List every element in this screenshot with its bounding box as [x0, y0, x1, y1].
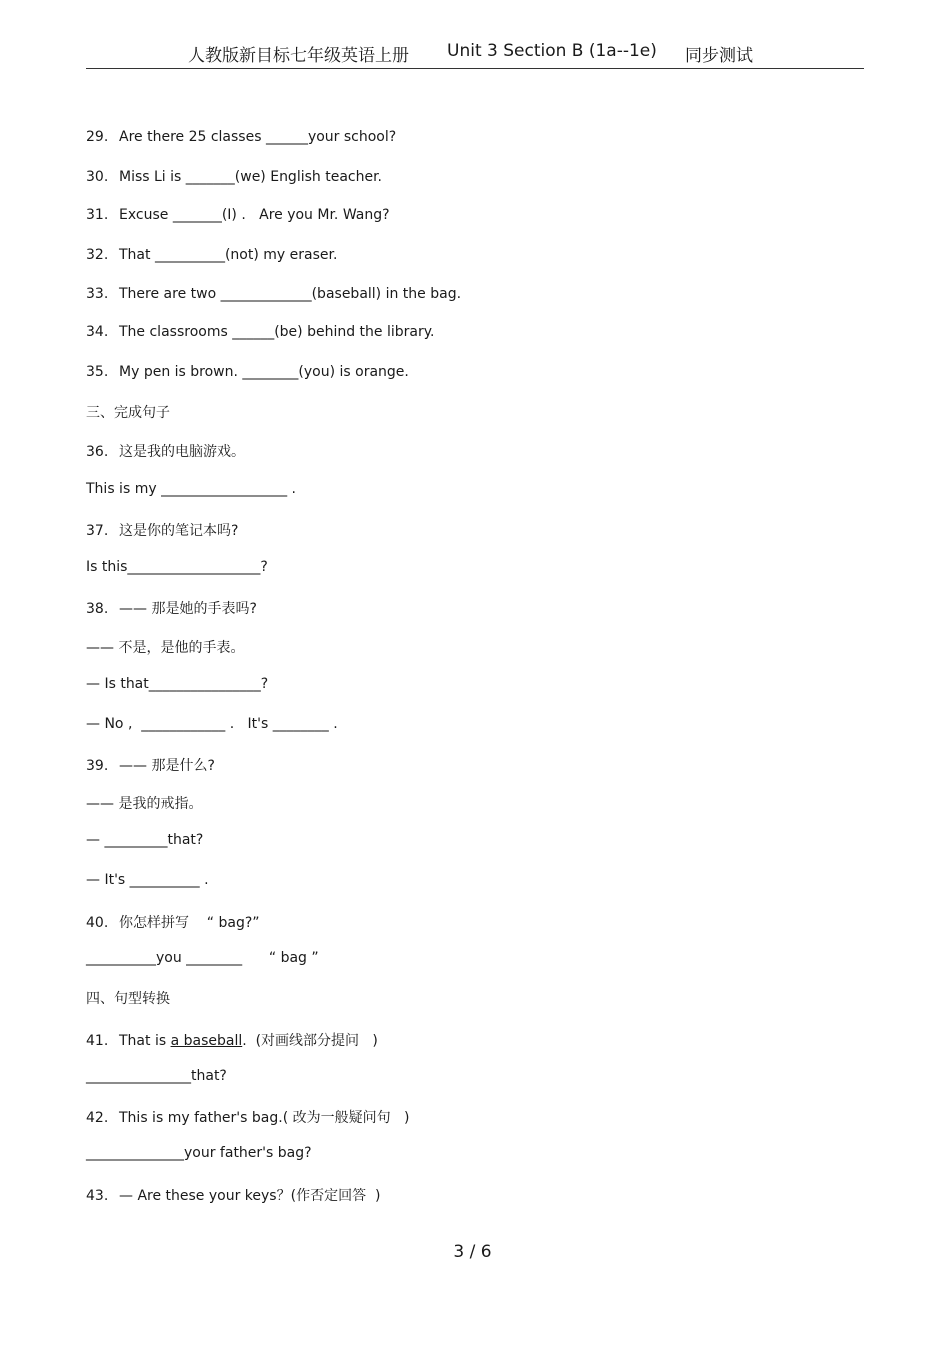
- dialogue-line: —— 不是，是他的手表。: [86, 640, 245, 656]
- question-line: 29. Are there 25 classes ______your school?: [86, 129, 397, 145]
- page-header: [86, 38, 864, 69]
- question-line: 37. 这是你的笔记本吗?: [86, 523, 239, 539]
- question-line: 35. My pen is brown. ________(you) is orange.: [86, 364, 409, 380]
- answer-line: This is my __________________ .: [86, 481, 296, 497]
- answer-line: _______________that?: [86, 1068, 227, 1084]
- underlined-phrase: a baseball: [170, 1033, 243, 1049]
- answer-line: — _________that?: [86, 832, 204, 848]
- question-line: 39. —— 那是什么?: [86, 758, 215, 774]
- question-line: 43. — Are these your keys？(作否定回答 ): [86, 1188, 381, 1204]
- question-line: 30. Miss Li is _______(we) English teacher.: [86, 169, 383, 185]
- answer-line: ______________your father's bag?: [86, 1145, 312, 1161]
- header-test-label: 同步测试: [685, 46, 753, 66]
- header-title-cn: 人教版新目标七年级英语上册: [188, 46, 409, 66]
- question-line: 32. That __________(not) my eraser.: [86, 247, 338, 263]
- question-line: 36. 这是我的电脑游戏。: [86, 444, 245, 460]
- section-heading: 四、句型转换: [86, 991, 170, 1007]
- question-line: 42. This is my father's bag.( 改为一般疑问句 ): [86, 1110, 410, 1126]
- question-line: 34. The classrooms ______(be) behind the library.: [86, 324, 435, 340]
- answer-line: __________you ________ “ bag ”: [86, 950, 319, 966]
- answer-line: — It's __________ .: [86, 872, 209, 888]
- question-line: 33. There are two _____________(baseball) in the bag.: [86, 286, 462, 302]
- question-line: 38. —— 那是她的手表吗?: [86, 601, 257, 617]
- question-line: 40. 你怎样拼写 “ bag?”: [86, 915, 260, 931]
- section-heading: 三、完成句子: [86, 405, 170, 421]
- answer-line: — Is that________________?: [86, 676, 269, 692]
- answer-line: Is this___________________?: [86, 559, 268, 575]
- dialogue-line: —— 是我的戒指。: [86, 796, 203, 812]
- answer-line: — No , ____________ . It's ________ .: [86, 716, 338, 732]
- page-number: 3 / 6: [453, 1242, 492, 1262]
- question-line: 31. Excuse _______(I) . Are you Mr. Wang?: [86, 207, 390, 223]
- header-unit: Unit 3 Section B (1a--1e): [447, 41, 657, 61]
- question-line: 41. That is a baseball. (对画线部分提问 ): [86, 1033, 378, 1049]
